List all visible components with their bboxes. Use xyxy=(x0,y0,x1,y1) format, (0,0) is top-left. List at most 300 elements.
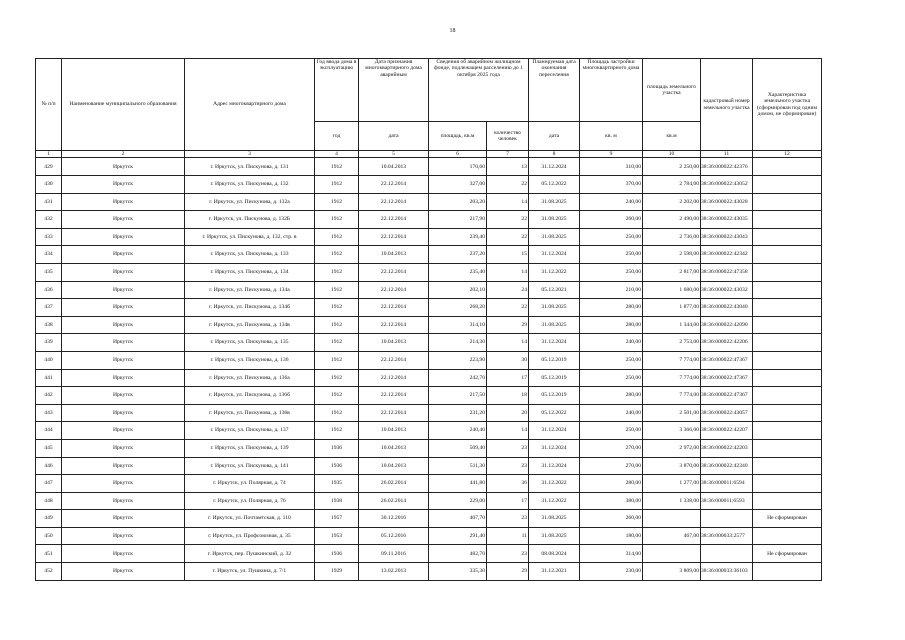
row-people: 20 xyxy=(487,404,529,422)
row-number: 441 xyxy=(36,369,62,387)
row-area: 314,10 xyxy=(429,316,487,334)
row-area: 441,80 xyxy=(429,475,487,493)
row-land-characteristic xyxy=(753,193,822,211)
table-row xyxy=(36,545,822,563)
row-cadastral: 38:36:000022:42342 xyxy=(701,246,753,264)
row-land-characteristic: Не сформирован xyxy=(753,510,822,528)
row-built-area: 240,00 xyxy=(580,404,643,422)
row-people: 22 xyxy=(487,299,529,317)
row-land-characteristic xyxy=(753,316,822,334)
row-year-built: 1936 xyxy=(315,545,359,563)
row-municipality: Иркутск xyxy=(62,158,185,176)
row-people: 24 xyxy=(487,281,529,299)
row-address: г. Иркутск, ул. Пискунова, д. 133 xyxy=(185,246,315,264)
row-built-area: 250,00 xyxy=(580,263,643,281)
row-area: 217,90 xyxy=(429,211,487,229)
row-area: 335,30 xyxy=(429,563,487,581)
row-built-area: 280,00 xyxy=(580,387,643,405)
row-land-area: 7 774,00 xyxy=(643,369,701,387)
row-address: г. Иркутск, ул. Пискунова, д. 134а xyxy=(185,281,315,299)
row-built-area: 250,00 xyxy=(580,228,643,246)
row-people: 29 xyxy=(487,563,529,581)
row-land-characteristic xyxy=(753,475,822,493)
row-year-built: 1912 xyxy=(315,263,359,281)
subheader-people: количество человек xyxy=(487,122,529,151)
row-municipality: Иркутск xyxy=(62,545,185,563)
row-year-built: 1912 xyxy=(315,299,359,317)
row-land-area: 2 736,00 xyxy=(643,228,701,246)
row-municipality: Иркутск xyxy=(62,193,185,211)
row-people: 17 xyxy=(487,492,529,510)
row-address: г. Иркутск, ул. Полярная, д. 76 xyxy=(185,492,315,510)
row-area: 229,00 xyxy=(429,492,487,510)
table-row xyxy=(36,299,822,317)
table-row xyxy=(36,351,822,369)
row-built-area: 230,00 xyxy=(580,563,643,581)
row-land-area: 1 338,00 xyxy=(643,492,701,510)
row-number: 430 xyxy=(36,176,62,194)
row-land-area: 2 598,00 xyxy=(643,246,701,264)
row-year-built: 1929 xyxy=(315,563,359,581)
row-built-area: 280,00 xyxy=(580,299,643,317)
row-year-built: 1912 xyxy=(315,228,359,246)
column-number: 9 xyxy=(580,151,643,158)
row-built-area: 250,00 xyxy=(580,246,643,264)
row-municipality: Иркутск xyxy=(62,228,185,246)
row-built-area: 240,00 xyxy=(580,334,643,352)
row-address: г. Иркутск, ул. Полярная, д. 74 xyxy=(185,475,315,493)
row-land-area: 3 870,00 xyxy=(643,457,701,475)
row-number: 431 xyxy=(36,193,62,211)
row-number: 435 xyxy=(36,263,62,281)
row-municipality: Иркутск xyxy=(62,457,185,475)
row-people: 23 xyxy=(487,457,529,475)
row-municipality: Иркутск xyxy=(62,246,185,264)
row-land-area: 3 809,00 xyxy=(643,563,701,581)
row-municipality: Иркутск xyxy=(62,527,185,545)
row-cadastral: 38:36:000022:43028 xyxy=(701,193,753,211)
row-address: г. Иркутск, ул. Пискунова, д. 135 xyxy=(185,334,315,352)
header-year-built: Год ввода дома в эксплуатацию xyxy=(315,59,359,122)
row-emergency-date: 22.12.2014 xyxy=(359,316,429,334)
row-built-area: 280,00 xyxy=(580,316,643,334)
header-num: № п/п xyxy=(36,59,62,151)
row-emergency-date: 30.12.2016 xyxy=(359,510,429,528)
row-address: г. Иркутск, ул. Пискунова, д. 132а xyxy=(185,193,315,211)
row-area: 170,60 xyxy=(429,158,487,176)
row-built-area: 210,00 xyxy=(580,281,643,299)
row-emergency-date: 22.12.2014 xyxy=(359,176,429,194)
header-built-area: Площадь застройки многоквартирного дома xyxy=(580,59,643,122)
row-number: 438 xyxy=(36,316,62,334)
row-area: 217,50 xyxy=(429,387,487,405)
row-emergency-date: 09.11.2016 xyxy=(359,545,429,563)
row-area: 327,00 xyxy=(429,176,487,194)
row-municipality: Иркутск xyxy=(62,211,185,229)
table-row xyxy=(36,387,822,405)
row-number: 439 xyxy=(36,334,62,352)
row-land-characteristic xyxy=(753,176,822,194)
row-planned-date: 08.08.2024 xyxy=(529,545,580,563)
row-emergency-date: 10.04.2013 xyxy=(359,246,429,264)
row-address: г. Иркутск, ул. Пискунова, д. 137 xyxy=(185,422,315,440)
row-number: 436 xyxy=(36,281,62,299)
row-built-area: 180,00 xyxy=(580,527,643,545)
row-year-built: 1912 xyxy=(315,387,359,405)
row-land-characteristic xyxy=(753,563,822,581)
row-people: 14 xyxy=(487,193,529,211)
row-emergency-date: 10.04.2013 xyxy=(359,158,429,176)
row-built-area: 310,00 xyxy=(580,158,643,176)
row-address: г. Иркутск, ул. Пискунова, д. 134б xyxy=(185,299,315,317)
row-year-built: 1912 xyxy=(315,246,359,264)
table-row xyxy=(36,492,822,510)
row-emergency-date: 10.04.2013 xyxy=(359,439,429,457)
row-people: 30 xyxy=(487,351,529,369)
row-land-characteristic xyxy=(753,228,822,246)
row-area: 235,40 xyxy=(429,263,487,281)
row-land-characteristic xyxy=(753,334,822,352)
row-number: 440 xyxy=(36,351,62,369)
row-cadastral xyxy=(701,510,753,528)
housing-register-table xyxy=(35,58,822,581)
row-built-area: 270,00 xyxy=(580,457,643,475)
row-number: 445 xyxy=(36,439,62,457)
row-cadastral: 38:36:000022:43043 xyxy=(701,228,753,246)
subheader-built-sqm: кв. м xyxy=(580,122,643,151)
row-address: г. Иркутск, ул. Пискунова, д. 139 xyxy=(185,439,315,457)
row-people: 11 xyxy=(487,527,529,545)
row-area: 407,70 xyxy=(429,510,487,528)
row-address: г. Иркутск, ул. Пискунова, д. 136а xyxy=(185,369,315,387)
row-planned-date: 31.12.2024 xyxy=(529,439,580,457)
row-municipality: Иркутск xyxy=(62,176,185,194)
row-year-built: 1936 xyxy=(315,457,359,475)
row-built-area: 270,00 xyxy=(580,439,643,457)
row-built-area: 250,00 xyxy=(580,351,643,369)
row-people: 17 xyxy=(487,369,529,387)
row-people: 22 xyxy=(487,176,529,194)
row-area: 482,70 xyxy=(429,545,487,563)
row-land-area: 467,00 xyxy=(643,527,701,545)
row-cadastral: 38:36:000011:6593 xyxy=(701,492,753,510)
table-row xyxy=(36,246,822,264)
row-cadastral: 38:36:000022:47367 xyxy=(701,387,753,405)
row-year-built: 1912 xyxy=(315,404,359,422)
row-land-area: 2 817,00 xyxy=(643,263,701,281)
row-municipality: Иркутск xyxy=(62,475,185,493)
row-year-built: 1912 xyxy=(315,211,359,229)
row-year-built: 1912 xyxy=(315,334,359,352)
row-planned-date: 05.12.2021 xyxy=(529,281,580,299)
row-address: г. Иркутск, ул. Пушкина, д. 7/1 xyxy=(185,563,315,581)
row-land-characteristic xyxy=(753,211,822,229)
row-area: 268,20 xyxy=(429,299,487,317)
header-address: Адрес многоквартирного дома xyxy=(185,59,315,151)
row-area: 509,40 xyxy=(429,439,487,457)
row-planned-date: 31.12.2022 xyxy=(529,263,580,281)
row-built-area: 314,00 xyxy=(580,545,643,563)
row-cadastral: 38:36:000011:6594 xyxy=(701,475,753,493)
table-row xyxy=(36,422,822,440)
row-cadastral: 38:36:000022:42203 xyxy=(701,439,753,457)
row-land-characteristic xyxy=(753,158,822,176)
row-cadastral: 38:36:000022:47358 xyxy=(701,263,753,281)
table-row xyxy=(36,563,822,581)
row-land-characteristic: Не сформирован xyxy=(753,545,822,563)
row-cadastral: 38:36:000033:36103 xyxy=(701,563,753,581)
table-row xyxy=(36,439,822,457)
row-municipality: Иркутск xyxy=(62,422,185,440)
row-planned-date: 31.08.2025 xyxy=(529,316,580,334)
row-planned-date: 31.12.2024 xyxy=(529,158,580,176)
row-address: г. Иркутск, ул. Пискунова, д. 136 xyxy=(185,351,315,369)
row-land-characteristic xyxy=(753,439,822,457)
subheader-land-sqm: кв.м xyxy=(643,122,701,151)
row-year-built: 1912 xyxy=(315,193,359,211)
row-address: г. Иркутск, ул. Пискунова, д. 134 xyxy=(185,263,315,281)
row-municipality: Иркутск xyxy=(62,281,185,299)
column-number: 3 xyxy=(185,151,315,158)
header-fund: Сведения об аварийном жилищном фонде, подлежащем расселению до 1 октября 2025 года xyxy=(429,59,529,122)
row-municipality: Иркутск xyxy=(62,351,185,369)
row-planned-date: 05.12.2022 xyxy=(529,176,580,194)
table-body xyxy=(36,158,822,580)
subheader-date: дата xyxy=(359,122,429,151)
row-people: 15 xyxy=(487,246,529,264)
row-planned-date: 31.08.2025 xyxy=(529,299,580,317)
row-number: 442 xyxy=(36,387,62,405)
row-cadastral: 38:36:000022:42206 xyxy=(701,334,753,352)
row-people: 36 xyxy=(487,475,529,493)
row-planned-date: 31.12.2024 xyxy=(529,457,580,475)
row-number: 429 xyxy=(36,158,62,176)
row-area: 231,20 xyxy=(429,404,487,422)
row-number: 446 xyxy=(36,457,62,475)
row-year-built: 1953 xyxy=(315,527,359,545)
row-cadastral: 38:36:000022:42376 xyxy=(701,158,753,176)
row-planned-date: 31.12.2024 xyxy=(529,246,580,264)
row-land-area: 2 501,00 xyxy=(643,404,701,422)
row-land-area: 1 877,00 xyxy=(643,299,701,317)
table-row xyxy=(36,369,822,387)
row-land-characteristic xyxy=(753,369,822,387)
row-cadastral: 38:36:000022:43035 xyxy=(701,211,753,229)
row-cadastral: 38:36:000022:47367 xyxy=(701,369,753,387)
row-people: 18 xyxy=(487,387,529,405)
row-number: 447 xyxy=(36,475,62,493)
table-row xyxy=(36,211,822,229)
row-area: 223,90 xyxy=(429,351,487,369)
table-row xyxy=(36,510,822,528)
row-municipality: Иркутск xyxy=(62,316,185,334)
row-land-area: 2 972,00 xyxy=(643,439,701,457)
row-emergency-date: 22.12.2014 xyxy=(359,193,429,211)
row-number: 434 xyxy=(36,246,62,264)
row-address: г. Иркутск, ул. Профсоюзная, д. 35 xyxy=(185,527,315,545)
row-built-area: 370,00 xyxy=(580,176,643,194)
row-number: 452 xyxy=(36,563,62,581)
column-number: 12 xyxy=(753,151,822,158)
row-land-characteristic xyxy=(753,299,822,317)
row-area: 242,70 xyxy=(429,369,487,387)
row-year-built: 1912 xyxy=(315,369,359,387)
row-people: 14 xyxy=(487,334,529,352)
row-municipality: Иркутск xyxy=(62,387,185,405)
row-emergency-date: 26.02.2014 xyxy=(359,475,429,493)
row-land-area: 2 250,00 xyxy=(643,158,701,176)
row-year-built: 1912 xyxy=(315,281,359,299)
table-row xyxy=(36,475,822,493)
row-year-built: 1957 xyxy=(315,510,359,528)
row-address: г. Иркутск, ул. Пискунова, д. 136б xyxy=(185,387,315,405)
row-planned-date: 31.12.2022 xyxy=(529,492,580,510)
row-year-built: 1938 xyxy=(315,492,359,510)
row-emergency-date: 22.12.2014 xyxy=(359,369,429,387)
row-planned-date: 05.12.2019 xyxy=(529,387,580,405)
row-emergency-date: 22.12.2014 xyxy=(359,211,429,229)
row-land-area: 1 277,00 xyxy=(643,475,701,493)
row-number: 433 xyxy=(36,228,62,246)
row-cadastral: 38:36:000022:43032 xyxy=(701,281,753,299)
header-emergency-date: Дата признания многоквартирного дома аварийным xyxy=(359,59,429,122)
row-area: 511,30 xyxy=(429,457,487,475)
table-row xyxy=(36,281,822,299)
row-built-area: 260,00 xyxy=(580,211,643,229)
row-address: г. Иркутск, ул. Пискунова, д. 136в xyxy=(185,404,315,422)
row-address: г. Иркутск, ул. Пискунова, д. 134в xyxy=(185,316,315,334)
row-built-area: 250,00 xyxy=(580,369,643,387)
row-people: 23 xyxy=(487,439,529,457)
row-emergency-date: 22.12.2014 xyxy=(359,228,429,246)
row-municipality: Иркутск xyxy=(62,404,185,422)
column-number: 4 xyxy=(315,151,359,158)
table-row xyxy=(36,158,822,176)
row-land-area: 2 753,00 xyxy=(643,334,701,352)
row-number: 450 xyxy=(36,527,62,545)
row-address: г. Иркутск, пер. Пушкинский, д. 32 xyxy=(185,545,315,563)
row-number: 448 xyxy=(36,492,62,510)
row-land-area: 7 774,00 xyxy=(643,351,701,369)
row-planned-date: 31.12.2022 xyxy=(529,475,580,493)
table-row xyxy=(36,527,822,545)
row-municipality: Иркутск xyxy=(62,334,185,352)
row-emergency-date: 22.12.2014 xyxy=(359,281,429,299)
row-land-area: 1 680,00 xyxy=(643,281,701,299)
row-cadastral: 38:36:000022:43052 xyxy=(701,176,753,194)
row-cadastral: 38:36:000022:47367 xyxy=(701,351,753,369)
row-people: 22 xyxy=(487,228,529,246)
row-year-built: 1912 xyxy=(315,351,359,369)
row-planned-date: 31.08.2025 xyxy=(529,228,580,246)
table-row xyxy=(36,193,822,211)
row-emergency-date: 22.12.2014 xyxy=(359,404,429,422)
row-land-characteristic xyxy=(753,492,822,510)
row-municipality: Иркутск xyxy=(62,263,185,281)
table-row xyxy=(36,457,822,475)
row-year-built: 1912 xyxy=(315,422,359,440)
row-address: г. Иркутск, ул. Пискунова, д. 141 xyxy=(185,457,315,475)
row-planned-date: 31.12.2024 xyxy=(529,422,580,440)
row-planned-date: 05.12.2019 xyxy=(529,369,580,387)
row-planned-date: 31.08.2025 xyxy=(529,527,580,545)
row-built-area: 250,00 xyxy=(580,422,643,440)
row-built-area: 240,00 xyxy=(580,193,643,211)
row-emergency-date: 05.12.2016 xyxy=(359,527,429,545)
row-municipality: Иркутск xyxy=(62,563,185,581)
row-land-characteristic xyxy=(753,527,822,545)
row-number: 444 xyxy=(36,422,62,440)
row-area: 202,10 xyxy=(429,281,487,299)
row-land-characteristic xyxy=(753,281,822,299)
row-planned-date: 31.12.2024 xyxy=(529,334,580,352)
page-number: 18 xyxy=(449,28,456,34)
row-people: 14 xyxy=(487,422,529,440)
row-people: 23 xyxy=(487,545,529,563)
row-area: 214,30 xyxy=(429,334,487,352)
row-address: г. Иркутск, ул. Пискунова, д. 132, стр. в xyxy=(185,228,315,246)
header-municipality: Наименование муниципального образования xyxy=(62,59,185,151)
subheader-year: год xyxy=(315,122,359,151)
header-planned-end: Планируемая дата окончания переселения xyxy=(529,59,580,122)
row-built-area: 260,00 xyxy=(580,510,643,528)
column-number-row xyxy=(36,151,822,158)
row-emergency-date: 22.12.2014 xyxy=(359,263,429,281)
row-year-built: 1936 xyxy=(315,439,359,457)
row-municipality: Иркутск xyxy=(62,369,185,387)
row-cadastral: 38:36:000022:43040 xyxy=(701,299,753,317)
column-number: 7 xyxy=(487,151,529,158)
row-address: г. Иркутск, ул. Пискунова, д. 131 xyxy=(185,158,315,176)
row-land-area: 2 784,00 xyxy=(643,176,701,194)
row-cadastral: 38:36:000022:43057 xyxy=(701,404,753,422)
column-number: 6 xyxy=(429,151,487,158)
table-row xyxy=(36,228,822,246)
row-municipality: Иркутск xyxy=(62,492,185,510)
row-cadastral: 38:36:000022:42090 xyxy=(701,316,753,334)
row-land-characteristic xyxy=(753,404,822,422)
row-land-area: 2 202,00 xyxy=(643,193,701,211)
row-year-built: 1912 xyxy=(315,158,359,176)
row-people: 13 xyxy=(487,158,529,176)
row-land-area: 3 366,00 xyxy=(643,422,701,440)
row-municipality: Иркутск xyxy=(62,299,185,317)
row-cadastral: 38:36:000022:42207 xyxy=(701,422,753,440)
row-land-area: 1 344,00 xyxy=(643,316,701,334)
row-planned-date: 05.12.2022 xyxy=(529,404,580,422)
row-planned-date: 31.08.2025 xyxy=(529,510,580,528)
row-land-area xyxy=(643,510,701,528)
row-address: г. Иркутск, ул. Почтамтская, д. 110 xyxy=(185,510,315,528)
row-people: 14 xyxy=(487,263,529,281)
row-planned-date: 31.08.2025 xyxy=(529,193,580,211)
row-address: г. Иркутск, ул. Пискунова, д. 132Б xyxy=(185,211,315,229)
row-emergency-date: 22.12.2014 xyxy=(359,351,429,369)
row-year-built: 1912 xyxy=(315,316,359,334)
row-area: 240,40 xyxy=(429,422,487,440)
row-cadastral: 38:36:000022:42340 xyxy=(701,457,753,475)
row-number: 451 xyxy=(36,545,62,563)
header-land-area: площадь земельного участка xyxy=(643,59,701,122)
row-emergency-date: 22.12.2014 xyxy=(359,387,429,405)
row-emergency-date: 26.02.2014 xyxy=(359,492,429,510)
row-people: 22 xyxy=(487,211,529,229)
column-number: 2 xyxy=(62,151,185,158)
row-municipality: Иркутск xyxy=(62,439,185,457)
row-area: 203,20 xyxy=(429,193,487,211)
column-number: 11 xyxy=(701,151,753,158)
row-address: г. Иркутск, ул. Пискунова, д. 132 xyxy=(185,176,315,194)
